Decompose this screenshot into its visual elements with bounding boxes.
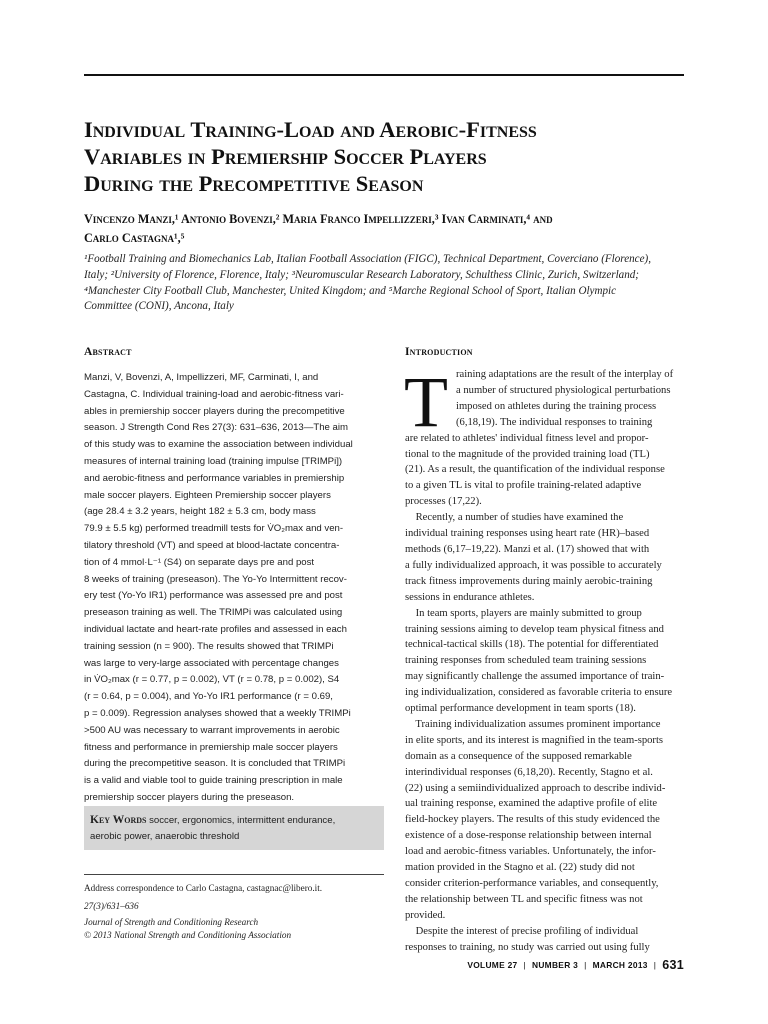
- abstract-line: premiership soccer players during the preseason.: [84, 791, 295, 803]
- citation-note: 27(3)/631–636: [84, 901, 139, 911]
- keywords-box: [84, 806, 384, 850]
- intro-line: methods (6,17–19,22). Manzi et al. (17) showed that with: [405, 543, 650, 555]
- abstract-line: measures of internal training load (training impulse [TRIMPi]): [84, 455, 343, 467]
- article-title: [84, 116, 704, 197]
- intro-line: field-hockey players. The results of this study evidenced the: [405, 814, 660, 826]
- title-line: Individual Training-Load and Aerobic-Fitness: [84, 117, 537, 142]
- abstract-body: [84, 370, 384, 807]
- introduction-body: [404, 362, 705, 956]
- intro-line: the relationship between TL and specific fitness was not: [405, 893, 643, 905]
- keywords-text: soccer, ergonomics, intermittent endurance,: [149, 815, 336, 826]
- intro-line: ual training response, examined the adaptive profile of elite: [405, 798, 658, 810]
- intro-line: interindividual responses (6,18,20). Recently, Stagno et al.: [405, 766, 653, 778]
- intro-line: training sessions aiming to develop team physical fitness and: [405, 623, 664, 635]
- intro-line: mation provided in the Stagno et al. (22) study did not: [405, 862, 635, 874]
- intro-line: raining adaptations are the result of the interplay of: [456, 369, 674, 380]
- intro-line: optimal performance development in team sports (18).: [405, 703, 636, 715]
- affiliation-line: ⁴Manchester City Football Club, Manchester, United Kingdom; and ⁵Marche Regional School of Sport, Italian Olympic: [84, 284, 617, 297]
- intro-line: technical-tactical skills (18). The potential for differentiated: [405, 639, 659, 651]
- abstract-line: Castagna, C. Individual training-load and aerobic-fitness vari-: [84, 388, 344, 400]
- intro-line: domain as a consequence of the supposed remarkable: [405, 750, 632, 762]
- abstract-line: 8 weeks of training (preseason). The Yo-Yo Intermittent recov-: [84, 573, 347, 585]
- intro-line: ing individualization, considered as favorable criteria to ensure: [405, 687, 673, 699]
- introduction-heading: Introduction: [405, 346, 473, 358]
- affiliations: [84, 252, 704, 315]
- abstract-line: in V̇O₂max (r = 0.77, p = 0.002), VT (r = 0.78, p = 0.002), S4: [84, 674, 340, 686]
- abstract-line: tilatory threshold (VT) and speed at blood-lactate concentra-: [84, 539, 340, 551]
- abstract-line: (age 28.4 ± 3.2 years, height 182 ± 5.3 cm, body mass: [84, 506, 316, 518]
- footer-separator: |: [653, 960, 657, 970]
- intro-line: load and aerobic-fitness variables. Unfortunately, the infor-: [405, 846, 656, 858]
- intro-line: provided.: [405, 909, 446, 921]
- abstract-heading: Abstract: [84, 346, 132, 358]
- author-line: Carlo Castagna¹,⁵: [84, 231, 185, 245]
- abstract-line: (r = 0.64, p = 0.004), and Yo-Yo IR1 performance (r = 0.69,: [84, 691, 333, 703]
- abstract-line: during the precompetitive season. It is concluded that TRIMPi: [84, 758, 346, 770]
- issue-label: NUMBER 3: [531, 960, 579, 970]
- intro-line: Training individualization assumes prominent importance: [405, 718, 661, 730]
- intro-line: tional to the magnitude of the provided training load (TL): [405, 448, 650, 460]
- abstract-line: was large to very-large associated with percentage changes: [84, 657, 339, 669]
- intro-line: Recently, a number of studies have examined the: [405, 512, 624, 524]
- keywords-text: aerobic power, anaerobic threshold: [90, 831, 240, 842]
- intro-line: training responses from scheduled team training sessions: [405, 655, 647, 667]
- affiliation-line: Committee (CONI), Ancona, Italy: [84, 300, 234, 313]
- page-number: 631: [662, 958, 684, 972]
- intro-line: imposed on athletes during the training process: [456, 400, 657, 412]
- abstract-line: >500 AU was necessary to warrant improvements in aerobic: [84, 724, 340, 736]
- abstract-line: ery test (Yo-Yo IR1) performance was assessed pre and post: [84, 590, 343, 602]
- page-footer: [467, 958, 684, 972]
- intro-line: a number of structured physiological perturbations: [456, 384, 671, 396]
- abstract-line: Manzi, V, Bovenzi, A, Impellizzeri, MF, Carminati, I, and: [84, 372, 319, 383]
- footnote-rule: [84, 874, 384, 875]
- intro-line: a fully individualized approach, it was possible to accurately: [405, 559, 662, 571]
- abstract-line: tion of 4 mmol·L⁻¹ (S4) on separate days pre and post: [84, 556, 315, 568]
- copyright-note: © 2013 National Strength and Conditioning Association: [84, 930, 292, 940]
- abstract-line: of this study was to examine the association between individual: [84, 439, 353, 451]
- intro-line: existence of a dose-response relationship between internal: [405, 830, 652, 842]
- journal-name: Journal of Strength and Conditioning Research: [84, 917, 259, 927]
- volume-label: VOLUME 27: [467, 960, 518, 970]
- footer-separator: |: [584, 960, 587, 970]
- intro-line: may significantly challenge the assumed importance of train-: [405, 671, 665, 683]
- intro-line: sessions in endurance athletes.: [405, 591, 535, 603]
- intro-line: are related to athletes' individual fitness level and propor-: [405, 432, 649, 444]
- author-list: [84, 210, 704, 248]
- abstract-line: and aerobic-fitness and performance variables in premiership: [84, 472, 345, 484]
- top-rule: [84, 74, 684, 76]
- abstract-line: ables in premiership soccer players during the precompetitive: [84, 405, 345, 417]
- abstract-line: male soccer players. Eighteen Premiership soccer players: [84, 489, 331, 501]
- title-line: Variables in Premiership Soccer Players: [84, 144, 487, 169]
- footer-separator: |: [523, 960, 526, 970]
- intro-line: to a given TL is vital to profile training-related adaptive: [405, 480, 642, 492]
- intro-line: track fitness improvements during mainly aerobic-training: [405, 575, 653, 587]
- intro-line: (22) using a semiindividualized approach to describe individ-: [405, 782, 666, 794]
- intro-line: individual training responses using heart rate (HR)–based: [405, 528, 650, 540]
- affiliation-line: ¹Football Training and Biomechanics Lab, Italian Football Association (FIGC), Technical Department, Coverciano (Florence),: [84, 253, 651, 265]
- abstract-line: is a valid and viable tool to guide training prescription in male: [84, 775, 343, 787]
- intro-line: processes (17,22).: [405, 496, 482, 508]
- abstract-line: 79.9 ± 5.5 kg) performed treadmill tests for V̇O₂max and ven-: [84, 523, 344, 535]
- title-line: During the Precompetitive Season: [84, 171, 424, 196]
- intro-line: Despite the interest of precise profiling of individual: [405, 925, 639, 937]
- affiliation-line: Italy; ²University of Florence, Florence, Italy; ³Neuromuscular Research Laboratory, Schulthess Clinic, Zurich, Switzerland;: [84, 268, 639, 281]
- abstract-line: p = 0.009). Regression analyses showed that a weekly TRIMPi: [84, 707, 351, 719]
- intro-line: (6,18,19). The individual responses to training: [456, 416, 653, 428]
- drop-cap: T: [404, 362, 448, 442]
- intro-line: responses to training, no study was carried out using fully: [405, 941, 650, 953]
- intro-line: consider criterion-performance variables, and consequently,: [405, 878, 659, 889]
- footnotes: [84, 880, 384, 942]
- abstract-line: fitness and performance in premiership male soccer players: [84, 741, 338, 753]
- author-line: Vincenzo Manzi,¹ Antonio Bovenzi,² Maria Franco Impellizzeri,³ Ivan Carminati,⁴ and: [84, 212, 553, 226]
- intro-line: In team sports, players are mainly submitted to group: [405, 607, 642, 619]
- abstract-line: individual lactate and heart-rate profiles and assessed in each: [84, 623, 347, 635]
- abstract-line: season. J Strength Cond Res 27(3): 631–636, 2013—The aim: [84, 422, 348, 434]
- intro-line: (21). As a result, the quantification of the individual response: [405, 464, 665, 476]
- intro-line: in elite sports, and its interest is magnified in the team-sports: [405, 734, 664, 746]
- date-label: MARCH 2013: [592, 960, 648, 970]
- abstract-line: training session (n = 900). The results showed that TRIMPi: [84, 640, 334, 652]
- correspondence-note: Address correspondence to Carlo Castagna, castagnac@libero.it.: [84, 883, 323, 893]
- keywords-label: Key Words: [90, 814, 147, 826]
- abstract-line: preseason training as well. The TRIMPi was calculated using: [84, 607, 343, 619]
